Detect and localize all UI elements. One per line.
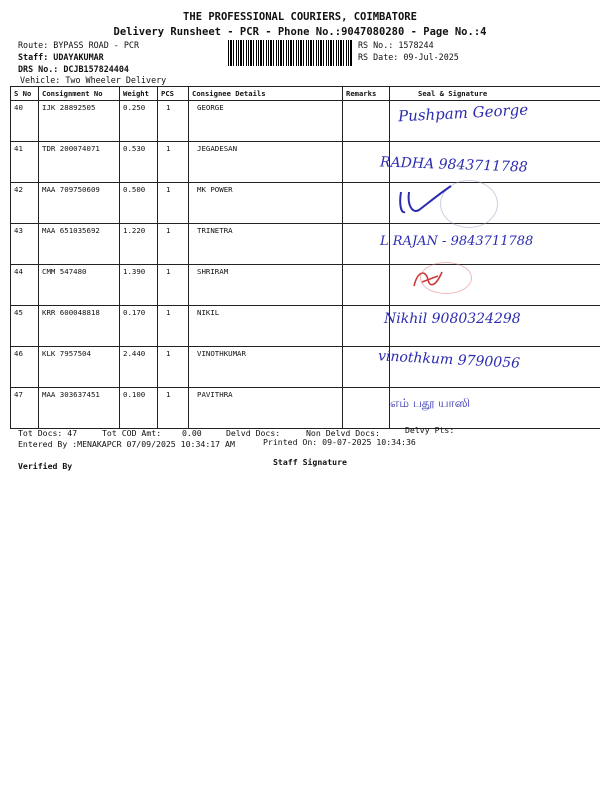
consignee-cell: GEORGE [189,101,343,142]
tot-cod-label: Tot COD Amt: [102,428,162,438]
consignee-cell: VINOTHKUMAR [189,347,343,388]
seal-stamp-red [420,262,472,294]
weight-cell: 1.390 [120,265,158,306]
runsheet-table [10,86,600,429]
col-remarks: Remarks [343,87,390,101]
verified-by: Verified By [18,461,73,471]
drs-text: DRS No.: DCJB157824404 [18,64,129,74]
sno-cell: 41 [11,142,39,183]
weight-cell: 0.530 [120,142,158,183]
sno-cell: 45 [11,306,39,347]
pcs-cell: 1 [158,347,189,388]
sno-cell: 43 [11,224,39,265]
consignment-cell: CMM 547480 [39,265,120,306]
consignment-cell: MAA 709750609 [39,183,120,224]
signature-row-47: எம் பதூ யாஸி [390,396,470,410]
consignment-cell: MAA 303637451 [39,388,120,429]
pcs-cell: 1 [158,265,189,306]
rs-no-text: RS No.: 1578244 [358,40,434,50]
col-seal-signature: Seal & Signature [390,87,600,101]
col-pcs: PCS [158,87,189,101]
col-sno: S No [11,87,39,101]
col-consignee: Consignee Details [189,87,343,101]
sno-cell: 47 [11,388,39,429]
sno-cell: 44 [11,265,39,306]
remarks-cell [343,306,390,347]
company-title: THE PROFESSIONAL COURIERS, COIMBATORE [183,11,417,23]
consignee-cell: MK POWER [189,183,343,224]
table-row [11,388,600,429]
runsheet-subtitle: Delivery Runsheet - PCR - Phone No.:9047080280 - Page No.:4 [113,26,487,38]
pcs-cell: 1 [158,306,189,347]
col-consignment: Consignment No [39,87,120,101]
barcode-image [228,40,353,66]
consignee-cell: TRINETRA [189,224,343,265]
non-delvd-docs: Non Delvd Docs: [306,428,380,438]
consignee-cell: SHRIRAM [189,265,343,306]
route-text: Route: BYPASS ROAD - PCR [18,40,140,50]
pcs-cell: 1 [158,142,189,183]
table-row [11,265,600,306]
weight-cell: 0.170 [120,306,158,347]
entered-by: Entered By :MENAKAPCR 07/09/2025 10:34:17 AM [18,439,235,449]
weight-cell: 2.440 [120,347,158,388]
consignment-cell: IJK 28892505 [39,101,120,142]
remarks-cell [343,183,390,224]
pcs-cell: 1 [158,101,189,142]
rs-date-text: RS Date: 09-Jul-2025 [358,52,459,62]
signature-row-45: Nikhil 9080324298 [384,311,521,327]
delvd-docs: Delvd Docs: [226,428,281,438]
sno-cell: 42 [11,183,39,224]
tot-cod-value: 0.00 [182,428,202,438]
consignment-cell: KLK 7957504 [39,347,120,388]
weight-cell: 0.500 [120,183,158,224]
delvy-pts: Delvy Pts: [405,425,455,435]
weight-cell: 0.100 [120,388,158,429]
remarks-cell [343,265,390,306]
remarks-cell [343,101,390,142]
sno-cell: 40 [11,101,39,142]
remarks-cell [343,388,390,429]
table-header-row [11,87,600,101]
staff-signature: Staff Signature [273,457,347,467]
col-weight: Weight [120,87,158,101]
signature-row-40: Pushpam George [397,100,529,126]
tot-docs: Tot Docs: 47 [18,428,78,438]
consignee-cell: NIKIL [189,306,343,347]
sno-cell: 46 [11,347,39,388]
signature-row-43: L RAJAN - 9843711788 [380,234,534,249]
signature-row-41: RADHA 9843711788 [379,154,528,176]
signature-row-46: vinothkum 9790056 [377,348,521,372]
consignment-cell: TDR 200074071 [39,142,120,183]
pcs-cell: 1 [158,224,189,265]
weight-cell: 0.250 [120,101,158,142]
consignee-cell: PAVITHRA [189,388,343,429]
printed-on: Printed On: 09-07-2025 10:34:36 [263,437,416,447]
pcs-cell: 1 [158,183,189,224]
consignment-cell: KRR 600048818 [39,306,120,347]
consignment-cell: MAA 651035692 [39,224,120,265]
vehicle-text: Vehicle: Two Wheeler Delivery [20,75,167,85]
weight-cell: 1.220 [120,224,158,265]
staff-text: Staff: UDAYAKUMAR [18,52,104,62]
consignee-cell: JEGADESAN [189,142,343,183]
pcs-cell: 1 [158,388,189,429]
signature-row-42 [395,184,455,220]
table-row [11,183,600,224]
